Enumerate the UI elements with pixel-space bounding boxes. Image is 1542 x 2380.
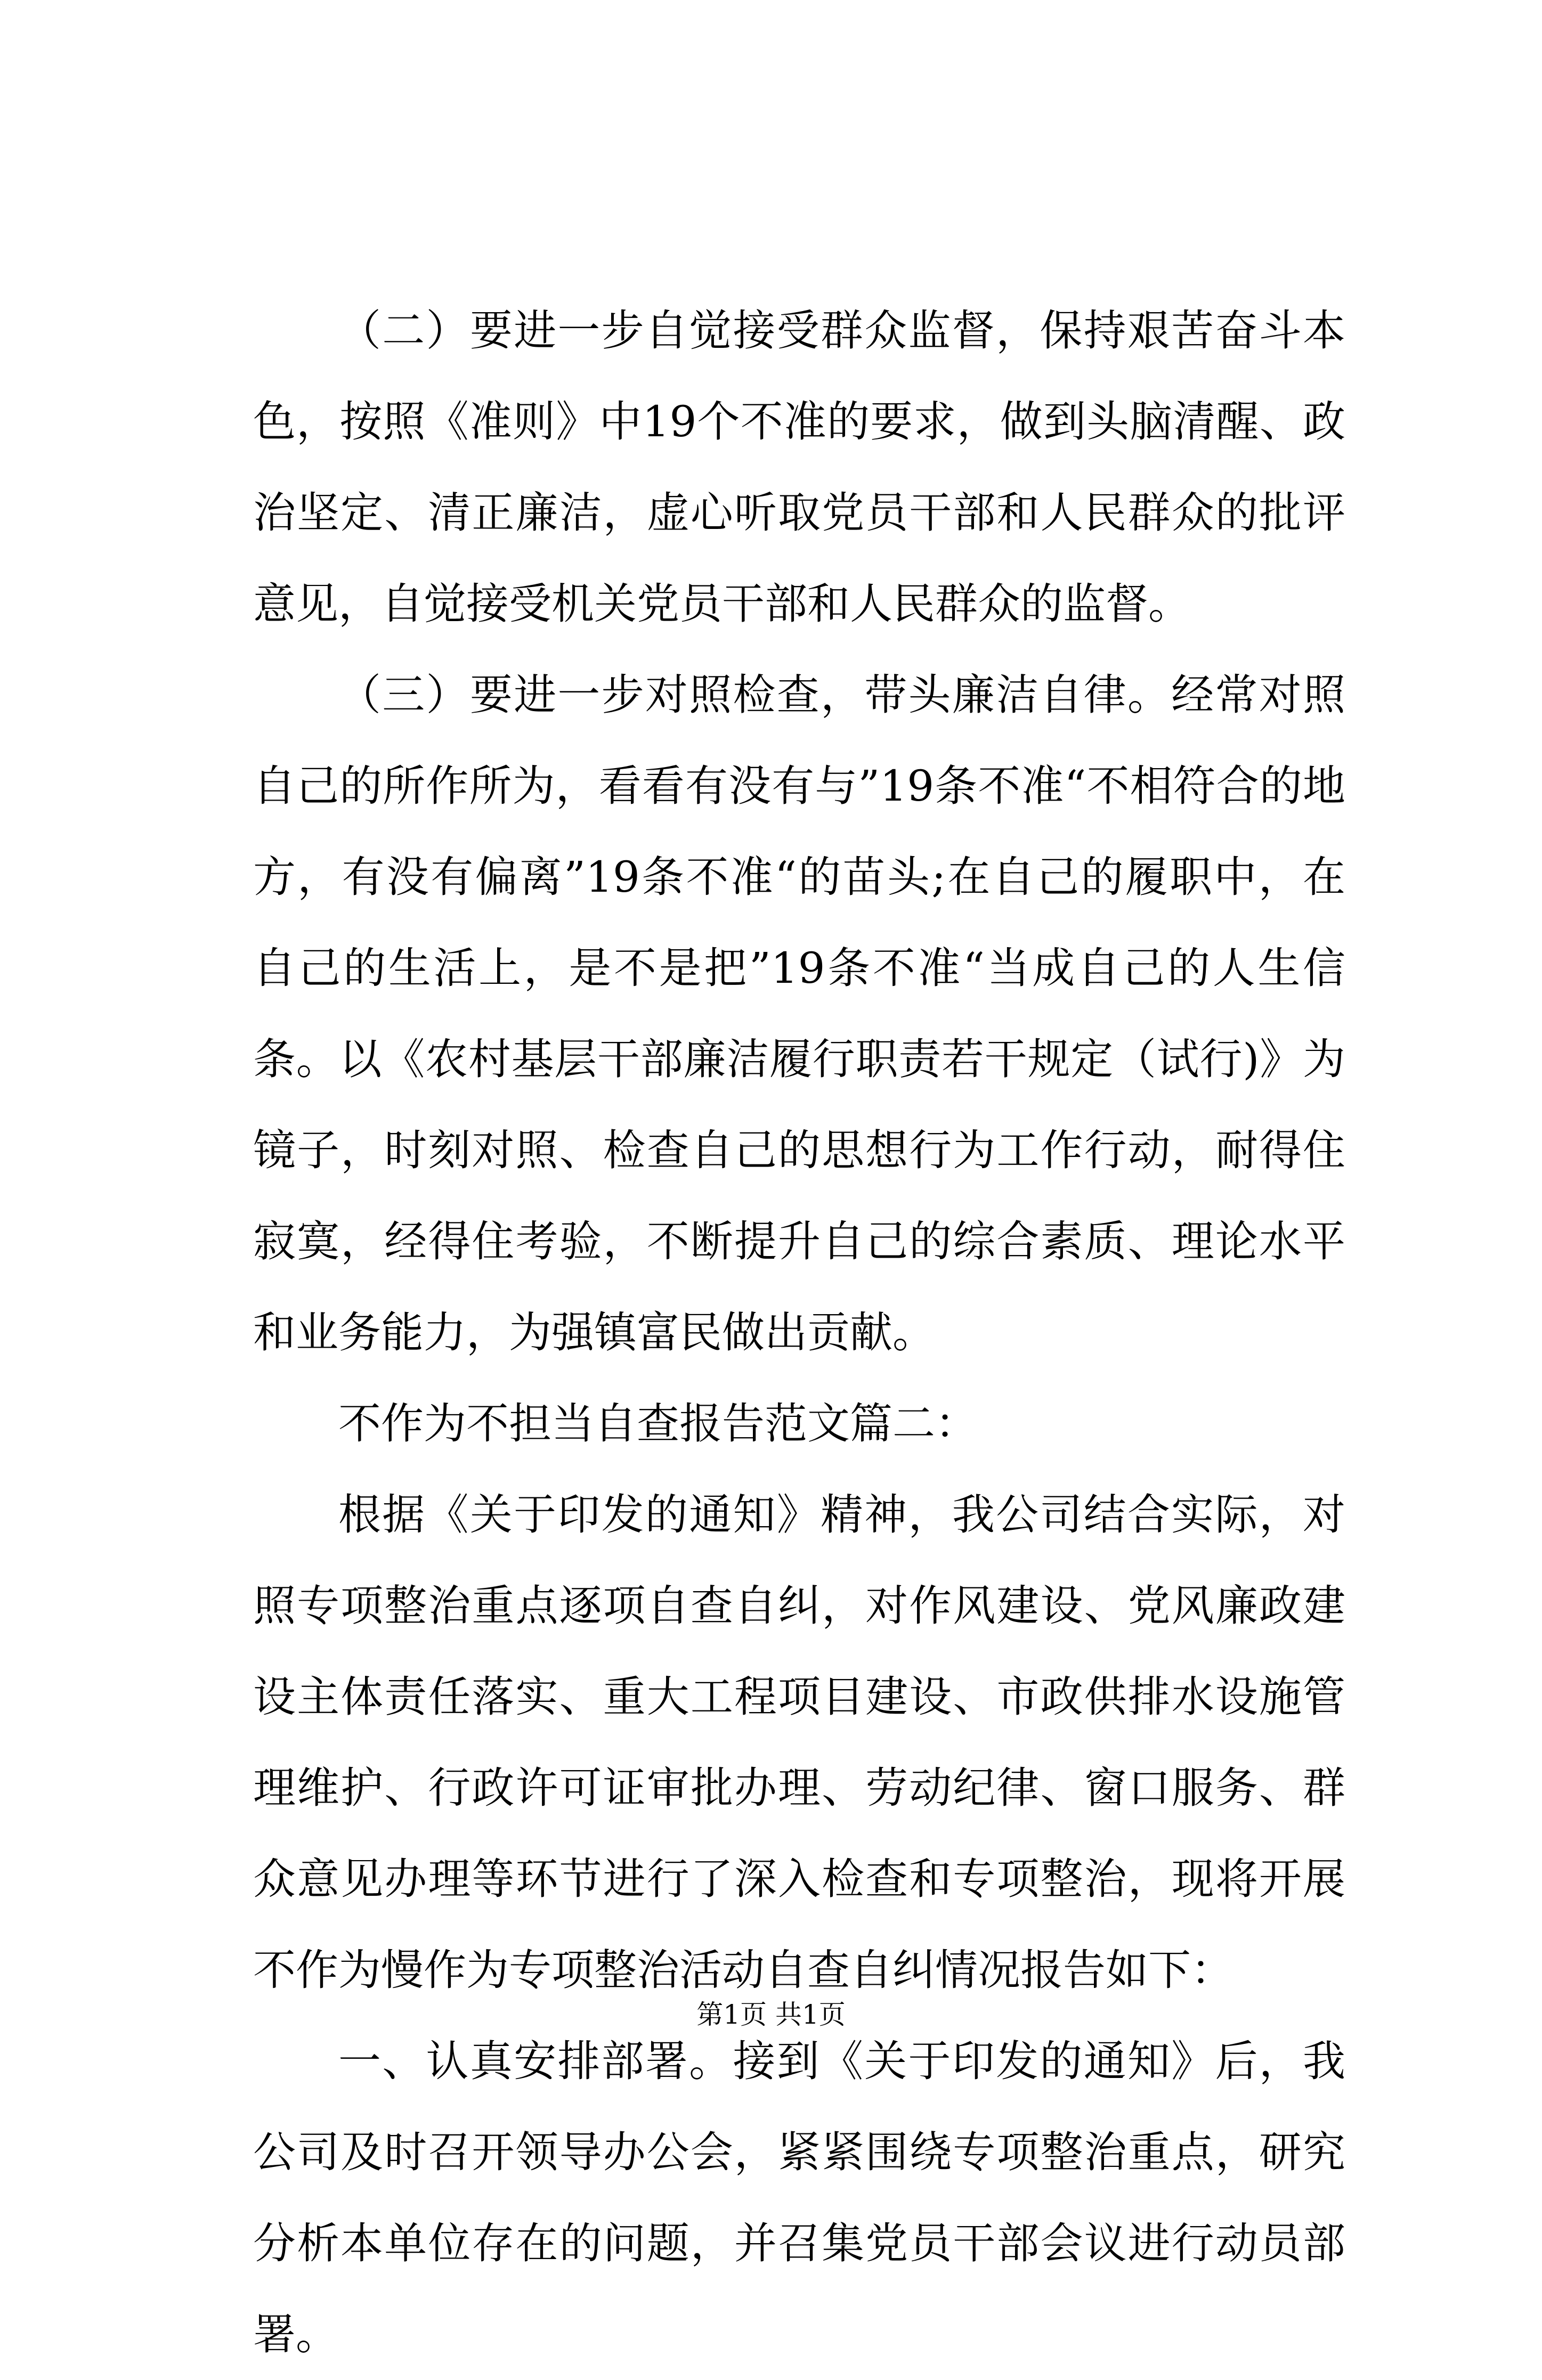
paragraph-arrangement: 一、认真安排部署。接到《关于印发的通知》后，我公司及时召开领导办公会，紧紧围绕专项整治重点，研究分析本单位存在的问题，并召集党员干部会议进行动员部署。	[253, 2036, 1345, 2359]
body-text	[253, 285, 1345, 2380]
paragraph-3-self-discipline: （三）要进一步对照检查，带头廉洁自律。经常对照自己的所作所为，看看有没有与”19条不准“不相符合的地方，有没有偏离”19条不准“的苗头;在自己的履职中，在自己的生活上，是不是把”19条不准“当成自己的人生信条。以《农村基层干部廉洁履行职责若干规定（试行)》为镜子，时刻对照、检查自己的思想行为工作行动，耐得住寂寞，经得住考验，不断提升自己的综合素质、理论水平和业务能力，为强镇富民做出贡献。	[253, 670, 1345, 1357]
section-heading-part-two: 不作为不担当自查报告范文篇二：	[338, 1399, 978, 1448]
paragraph-2-supervision: （二）要进一步自觉接受群众监督，保持艰苦奋斗本色，按照《准则》中19个不准的要求，做到头脑清醒、政治坚定、清正廉洁，虚心听取党员干部和人民群众的批评意见，自觉接受机关党员干部和人民群众的监督。	[253, 306, 1345, 629]
page-footer: 第1页 共1页	[696, 1999, 846, 2030]
paragraph-report-intro: 根据《关于印发的通知》精神，我公司结合实际，对照专项整治重点逐项自查自纠，对作风建设、党风廉政建设主体责任落实、重大工程项目建设、市政供排水设施管理维护、行政许可证审批办理、劳动纪律、窗口服务、群众意见办理等环节进行了深入检查和专项整治，现将开展不作为慢作为专项整治活动自查自纠情况报告如下：	[253, 1490, 1345, 1995]
